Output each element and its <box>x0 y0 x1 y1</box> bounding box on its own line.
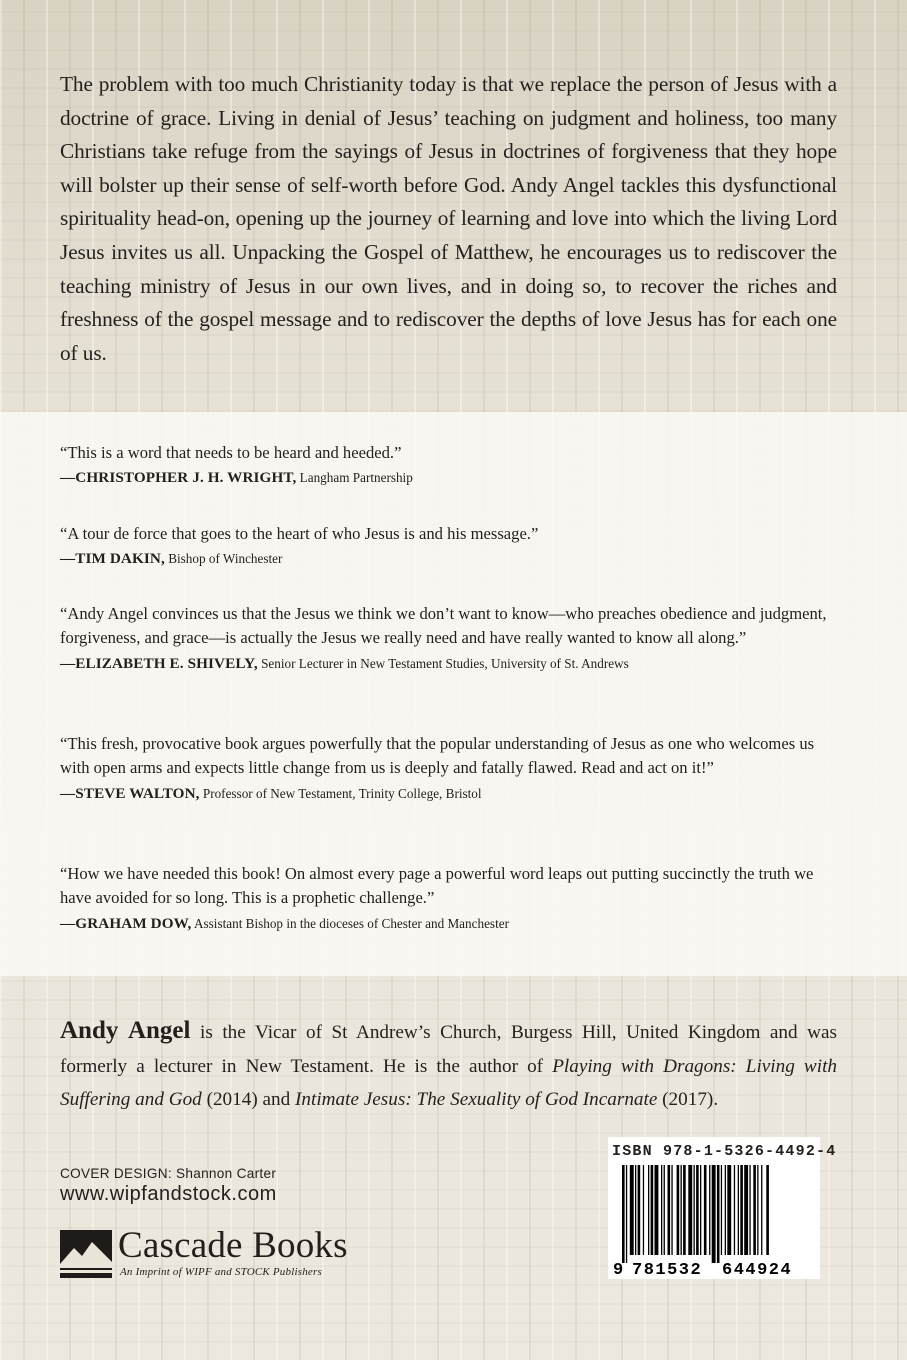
barcode-bar <box>668 1165 671 1255</box>
barcode-bar <box>643 1165 644 1255</box>
endorser-name: —TIM DAKIN, <box>60 550 165 568</box>
cover-design-credit: COVER DESIGN: Shannon Carter <box>60 1166 277 1181</box>
barcode-bar <box>712 1165 716 1263</box>
barcode-bar <box>677 1165 680 1255</box>
endorsement-attribution <box>60 549 840 569</box>
author-name: Andy Angel <box>60 1017 191 1044</box>
barcode-bar <box>757 1165 758 1255</box>
endorser-role: Senior Lecturer in New Testament Studies, University of St. Andrews <box>261 655 629 671</box>
endorsement <box>60 732 840 804</box>
barcode-bar <box>664 1165 665 1255</box>
barcode-bar <box>681 1165 682 1255</box>
barcode-bar <box>734 1165 735 1255</box>
endorsement <box>60 441 840 488</box>
isbn-digit-prefix: 9 <box>613 1261 624 1277</box>
barcode-bar <box>671 1165 672 1255</box>
barcode-bar <box>622 1165 625 1263</box>
credits <box>60 1166 277 1206</box>
endorsement-quote: “This fresh, provocative book argues powerfully that the popular understanding of Jesus as one who welcomes us with open arms and expects little change from us is deeply and fatally flawed. Read and act on it!” <box>60 734 815 778</box>
barcode-bar <box>638 1165 641 1255</box>
publisher-website: www.wipfandstock.com <box>60 1183 277 1205</box>
barcode-bar <box>626 1165 627 1263</box>
barcode <box>610 1165 818 1277</box>
author-bio <box>60 1014 837 1117</box>
barcode-bar <box>744 1165 748 1255</box>
publisher-imprint: An Imprint of WIPF and STOCK Publishers <box>120 1266 322 1278</box>
barcode-bar <box>721 1165 722 1255</box>
barcode-bar <box>753 1165 756 1255</box>
endorser-role: Bishop of Winchester <box>168 551 283 567</box>
endorser-name: —ELIZABETH E. SHIVELY, <box>60 654 258 672</box>
book-title: Intimate Jesus: The Sexuality of God Incarnate <box>295 1089 658 1110</box>
book-title: Playing with Dragons: Living with Suffering and God <box>60 1055 837 1110</box>
endorsement <box>60 522 840 569</box>
barcode-bar <box>740 1165 743 1255</box>
endorser-role: Assistant Bishop in the dioceses of Chester and Manchester <box>194 915 509 931</box>
endorsement-attribution <box>60 784 840 804</box>
barcode-bar <box>749 1165 750 1255</box>
barcode-bar <box>694 1165 695 1255</box>
endorser-role: Professor of New Testament, Trinity College, Bristol <box>202 785 482 801</box>
barcode-bar <box>709 1165 710 1255</box>
endorsement <box>60 862 840 934</box>
endorsement-attribution <box>60 468 840 488</box>
endorsement-quote: “This is a word that needs to be heard and heeded.” <box>60 443 402 462</box>
barcode-bar <box>651 1165 654 1255</box>
barcode-bar <box>688 1165 692 1255</box>
barcode-bar <box>655 1165 659 1255</box>
endorsement-attribution <box>60 654 840 674</box>
endorsement-quote: “A tour de force that goes to the heart of who Jesus is and his message.” <box>60 524 539 543</box>
barcode-bar <box>738 1165 739 1255</box>
endorsement-attribution <box>60 914 840 934</box>
endorser-name: —CHRISTOPHER J. H. WRIGHT, <box>60 469 297 487</box>
endorsement-quote: “How we have needed this book! On almost every page a powerful word leaps out putting succinctly the truth we have avoided for so long. This is a prophetic challenge.” <box>60 864 814 908</box>
endorser-name: —STEVE WALTON, <box>60 784 200 802</box>
barcode-bar <box>704 1165 707 1255</box>
barcode-bar <box>727 1165 731 1255</box>
mountain-logo-icon <box>60 1230 112 1278</box>
endorsement-quote: “Andy Angel convinces us that the Jesus we think we don’t want to know—who preaches obedience and judgment, forgiveness, and grace—is actually the Jesus we really need and have really wanted to know all along.” <box>60 604 827 648</box>
isbn-digits-left: 781532 <box>632 1261 703 1277</box>
barcode-bar <box>696 1165 699 1255</box>
barcode-bar <box>761 1165 762 1255</box>
endorser-role: Langham Partnership <box>299 470 413 486</box>
bio-text: is the Vicar of St Andrew’s Church, Burgess Hill, United Kingdom and was formerly a lecturer in New Testament. He is the author of <box>60 1022 838 1077</box>
barcode-bar <box>635 1165 636 1255</box>
barcode-bar <box>717 1165 720 1263</box>
barcode-bar <box>630 1165 634 1255</box>
bio-text: (2017). <box>657 1089 719 1110</box>
isbn-digits-right: 644924 <box>722 1261 793 1277</box>
barcode-bar <box>766 1165 769 1255</box>
isbn-barcode-box <box>608 1137 837 1279</box>
barcode-bar <box>700 1165 701 1255</box>
endorser-name: —GRAHAM DOW, <box>60 914 192 932</box>
back-cover-blurb: The problem with too much Christianity today is that we replace the person of Jesus with a doctrine of grace. Living in denial of Jesus’ teaching on judgment and holiness, too many Christians take refuge from the sayings of Jesus in doctrines of forgiveness that they hope will bolster up their sense of self-worth before God. Andy Angel tackles this dysfunctional spirituality head-on, opening up the journey of learning and love into which the living Lord Jesus invites us all. Unpacking the Gospel of Matthew, he encourages us to rediscover the teaching ministry of Jesus in our own lives, and in doing so, to recover the riches and freshness of the gospel message and to rediscover the depths of love Jesus has for each one of us. <box>60 72 837 365</box>
publisher-name: Cascade Books <box>118 1225 348 1266</box>
isbn-label: ISBN 978-1-5326-4492-4 <box>612 1143 837 1160</box>
publisher-logo <box>60 1226 390 1286</box>
barcode-bar <box>725 1165 726 1255</box>
barcode-bar <box>683 1165 686 1255</box>
barcode-bar <box>648 1165 649 1255</box>
barcode-bar <box>661 1165 662 1255</box>
barcode-bars <box>622 1165 769 1263</box>
bio-text: (2014) and <box>201 1089 296 1110</box>
endorsement <box>60 602 840 674</box>
